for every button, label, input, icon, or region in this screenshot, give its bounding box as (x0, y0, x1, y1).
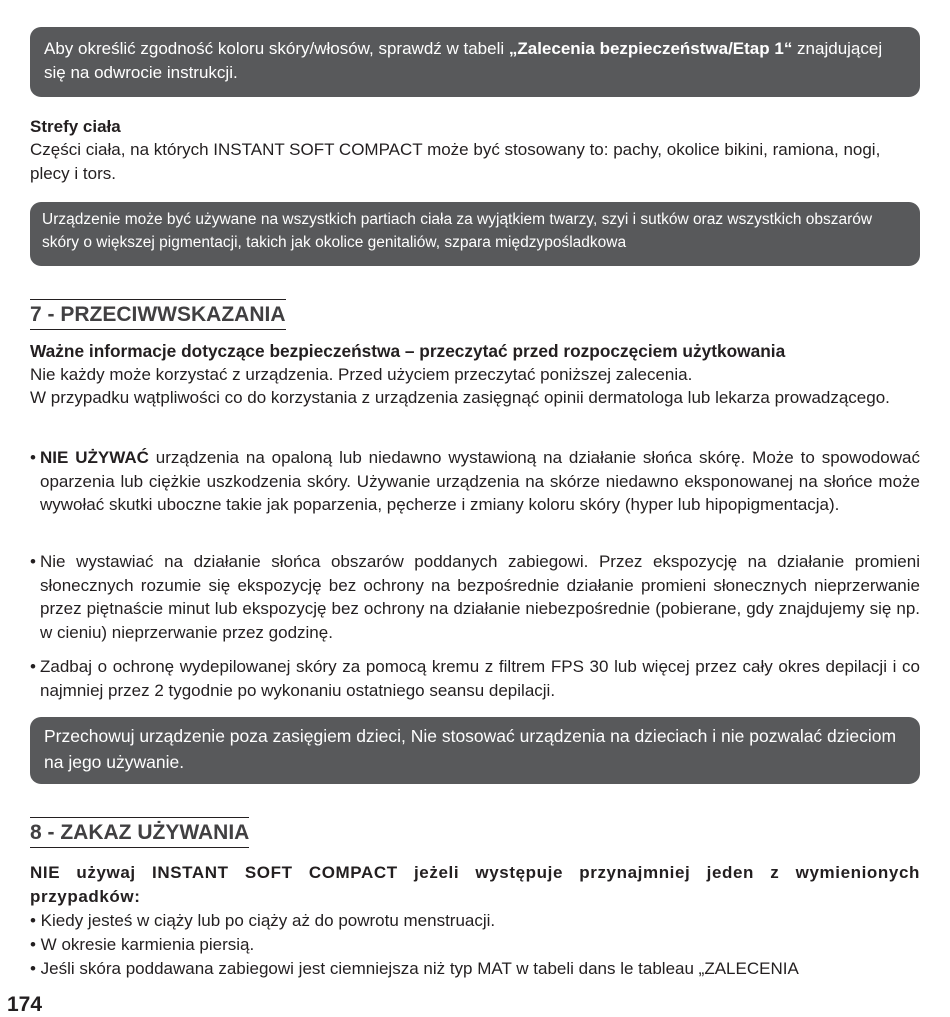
children-warning-box (30, 717, 920, 784)
body-zones-text: Części ciała, na których INSTANT SOFT COMPACT może być stosowany to: pachy, okolice bikini, ramiona, nogi, plecy i tors. (30, 140, 881, 183)
body-zones-heading: Strefy ciała (30, 117, 121, 136)
section-7-subheading: Ważne informacje dotyczące bezpieczeństwa – przeczytać przed rozpoczęciem użytkowania (30, 341, 786, 361)
section-7-intro-1: Nie każdy może korzystać z urządzenia. Przed użyciem przeczytać poniższej zalecenia. (30, 365, 693, 384)
page-number: 174 (7, 993, 43, 1016)
bullet-marker: • (30, 448, 36, 467)
children-warning-text: Przechowuj urządzenie poza zasięgiem dzieci, Nie stosować urządzenia na dzieciach i nie pozwalać dzieciom na jego używanie. (44, 726, 897, 772)
section-7-title: 7 - PRZECIWWSKAZANIA (30, 299, 286, 330)
contraindication-bullet-2 (30, 550, 920, 644)
do-not-use-warning: NIE UŻYWAĆ (40, 448, 149, 467)
skin-color-note-text-end: znajdującej się na odwrocie instrukcji. (44, 39, 883, 82)
prohibition-item-1: • Kiedy jesteś w ciąży lub po ciąży aż do powrotu menstruacji. (30, 911, 496, 930)
bullet-marker: • (30, 552, 36, 571)
section-8-title: 8 - ZAKAZ UŻYWANIA (30, 817, 249, 848)
prohibition-item-2: • W okresie karmienia piersią. (30, 935, 255, 954)
body-zones-note-box (30, 202, 920, 266)
contraindication-bullet-3 (30, 655, 920, 702)
bullet-marker: • (30, 657, 36, 676)
bullet-2-text: Nie wystawiać na działanie słońca obszarów poddanych zabiegowi. Przez ekspozycję na działanie promieni słonecznych rozumie się ekspozycję bez ochrony na bezpośrednie działanie promieni słonecznych nieprzerwanie przez piętnaście minut lub ekspozycję bez ochrony na działanie niebezpośrednie (pobierane, gdy znajdujemy się np. w cieniu) nieprzerwanie przez godzinę. (40, 552, 920, 642)
contraindication-bullet-1 (30, 446, 920, 517)
skin-color-note-text: Aby określić zgodność koloru skóry/włosów, sprawdź w tabeli (44, 39, 509, 58)
bullet-1-text: urządzenia na opaloną lub niedawno wystawioną na działanie słońca skórę. Może to spowodować oparzenia lub ciężkie uszkodzenia skóry. Używanie urządzenia na skórze niedawno eksponowanej na słońce może wywołać skutki uboczne takie jak poparzenia, pęcherze i zmiany koloru skóry (hyper lub hipopigmentacja). (40, 448, 920, 514)
body-zones-note-text: Urządzenie może być używane na wszystkich partiach ciała za wyjątkiem twarzy, szyi i sutków oraz wszystkich obszarów skóry o większej pigmentacji, takich jak okolice genitaliów, szpara międzypośladkowa (42, 211, 873, 251)
bullet-3-text: Zadbaj o ochronę wydepilowanej skóry za pomocą kremu z filtrem FPS 30 lub więcej przez cały okres depilacji i co najmniej przez 2 tygodnie po wykonaniu ostatniego seansu depilacji. (40, 657, 920, 700)
section-8-subheading: NIE używaj INSTANT SOFT COMPACT jeżeli występuje przynajmniej jeden z wymienionych przypadków: (30, 863, 920, 906)
safety-table-reference: „Zalecenia bezpieczeństwa/Etap 1“ (508, 39, 793, 58)
prohibition-item-3: • Jeśli skóra poddawana zabiegowi jest ciemniejsza niż typ MAT w tabeli dans le tableau „ZALECENIA (30, 959, 799, 978)
skin-color-note-box (30, 27, 920, 97)
section-7-intro-2: W przypadku wątpliwości co do korzystania z urządzenia zasięgnąć opinii dermatologa lub lekarza prowadzącego. (30, 388, 890, 407)
